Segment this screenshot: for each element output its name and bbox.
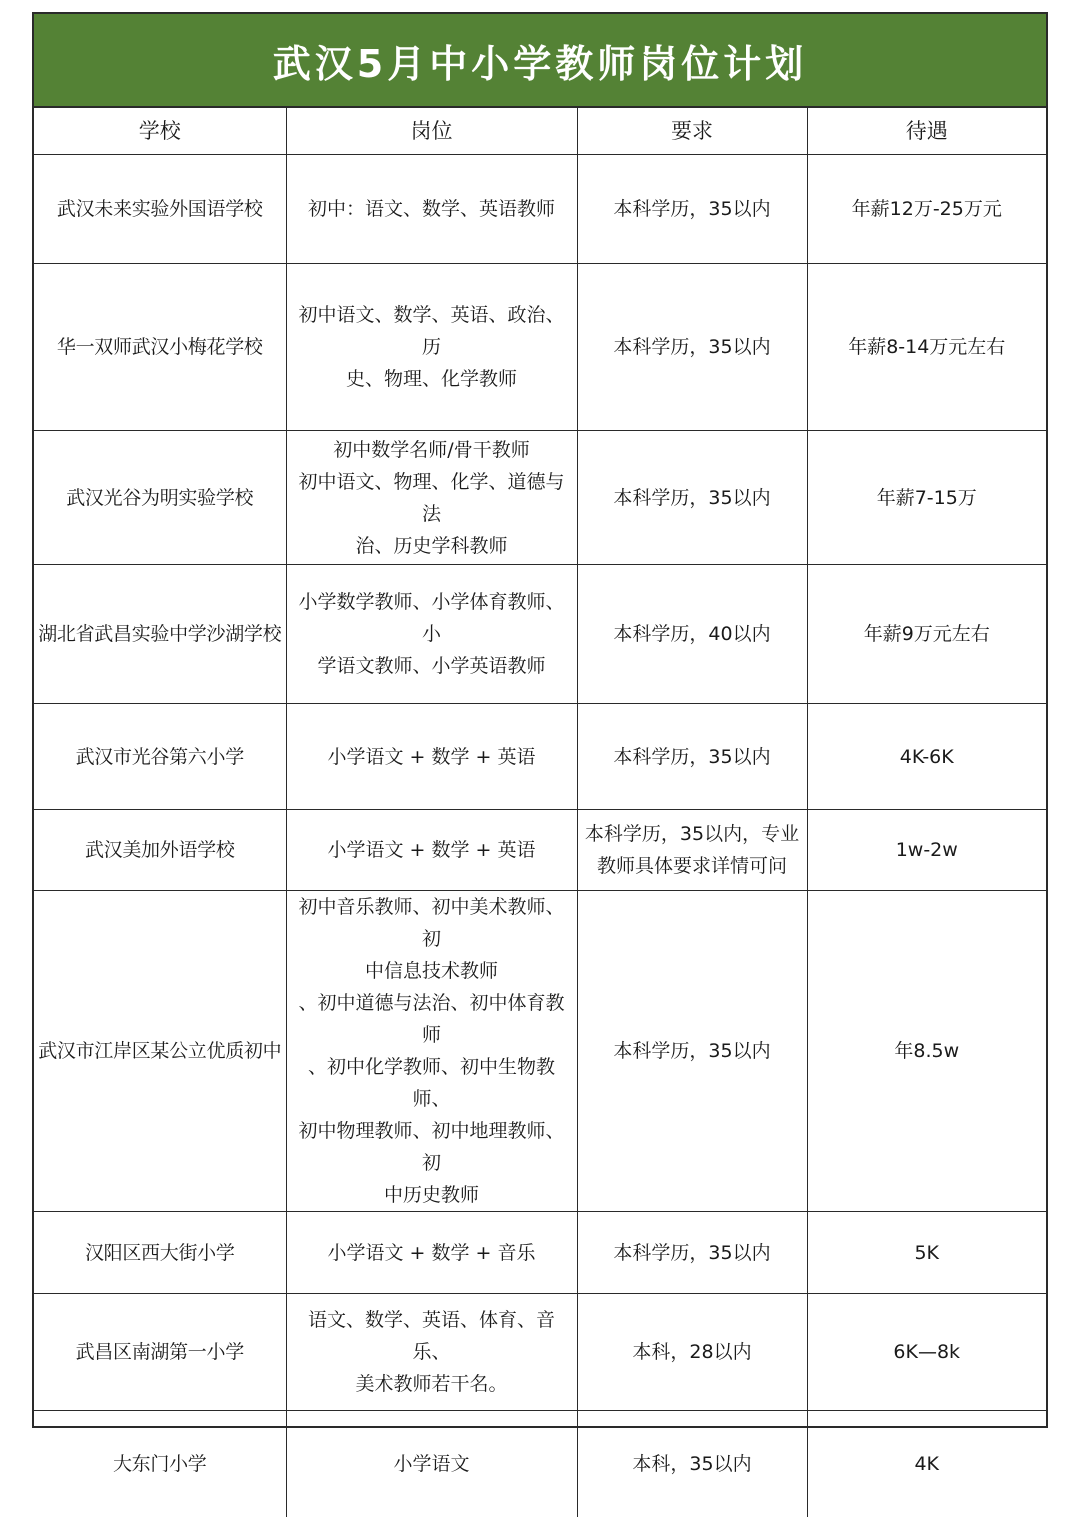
header-salary: 待遇 — [807, 108, 1046, 155]
requirement-cell: 本科学历，35以内 — [577, 704, 807, 810]
position-cell: 小学语文 + 数学 + 英语 — [286, 810, 577, 891]
requirement-cell: 本科，28以内 — [577, 1294, 807, 1411]
school-cell: 武汉光谷为明实验学校 — [34, 431, 286, 565]
table-row — [34, 1294, 1046, 1411]
header-position: 岗位 — [286, 108, 577, 155]
salary-cell: 年薪12万-25万元 — [807, 155, 1046, 264]
position-cell: 初中数学名师/骨干教师 初中语文、物理、化学、道德与法 治、历史学科教师 — [286, 431, 577, 565]
school-cell: 武汉市江岸区某公立优质初中 — [34, 891, 286, 1212]
title-bar — [34, 14, 1046, 108]
table-row — [34, 810, 1046, 891]
job-table — [34, 108, 1046, 1517]
position-cell: 小学语文 + 数学 + 英语 — [286, 704, 577, 810]
school-cell: 大东门小学 — [34, 1411, 286, 1517]
salary-cell: 年8.5w — [807, 891, 1046, 1212]
school-cell: 武汉市光谷第六小学 — [34, 704, 286, 810]
school-cell: 武昌区南湖第一小学 — [34, 1294, 286, 1411]
school-cell: 湖北省武昌实验中学沙湖学校 — [34, 565, 286, 704]
requirement-cell: 本科学历，35以内 — [577, 1212, 807, 1294]
job-plan-table-sheet — [32, 12, 1048, 1475]
position-cell: 小学语文 + 数学 + 音乐 — [286, 1212, 577, 1294]
position-cell: 初中：语文、数学、英语教师 — [286, 155, 577, 264]
table-row — [34, 704, 1046, 810]
school-cell: 汉阳区西大街小学 — [34, 1212, 286, 1294]
header-school: 学校 — [34, 108, 286, 155]
header-requirement: 要求 — [577, 108, 807, 155]
salary-cell: 5K — [807, 1212, 1046, 1294]
requirement-cell: 本科学历，40以内 — [577, 565, 807, 704]
requirement-cell: 本科学历，35以内 — [577, 431, 807, 565]
position-cell: 初中语文、数学、英语、政治、历 史、物理、化学教师 — [286, 264, 577, 431]
position-cell: 小学语文 — [286, 1411, 577, 1517]
salary-cell: 6K—8k — [807, 1294, 1046, 1411]
requirement-cell: 本科，35以内 — [577, 1411, 807, 1517]
requirement-cell: 本科学历，35以内 — [577, 264, 807, 431]
table-row — [34, 431, 1046, 565]
table-row — [34, 891, 1046, 1212]
header-row — [34, 108, 1046, 155]
table-row — [34, 565, 1046, 704]
salary-cell: 年薪9万元左右 — [807, 565, 1046, 704]
table-row — [34, 155, 1046, 264]
school-cell: 武汉美加外语学校 — [34, 810, 286, 891]
salary-cell: 年薪7-15万 — [807, 431, 1046, 565]
requirement-cell: 本科学历，35以内，专业 教师具体要求详情可问 — [577, 810, 807, 891]
table-row — [34, 1411, 1046, 1517]
page-title: 武汉5月中小学教师岗位计划 — [272, 41, 808, 86]
school-cell: 武汉未来实验外国语学校 — [34, 155, 286, 264]
salary-cell: 4K-6K — [807, 704, 1046, 810]
requirement-cell: 本科学历，35以内 — [577, 155, 807, 264]
school-cell: 华一双师武汉小梅花学校 — [34, 264, 286, 431]
table-row — [34, 264, 1046, 431]
position-cell: 小学数学教师、小学体育教师、小 学语文教师、小学英语教师 — [286, 565, 577, 704]
table-row — [34, 1212, 1046, 1294]
position-cell: 初中音乐教师、初中美术教师、初 中信息技术教师 、初中道德与法治、初中体育教师 、初中化学教师、初中生物教师、 初中物理教师、初中地理教师、初 中历史教师 — [286, 891, 577, 1212]
salary-cell: 4K — [807, 1411, 1046, 1517]
position-cell: 语文、数学、英语、体育、音乐、 美术教师若干名。 — [286, 1294, 577, 1411]
salary-cell: 1w-2w — [807, 810, 1046, 891]
requirement-cell: 本科学历，35以内 — [577, 891, 807, 1212]
salary-cell: 年薪8-14万元左右 — [807, 264, 1046, 431]
